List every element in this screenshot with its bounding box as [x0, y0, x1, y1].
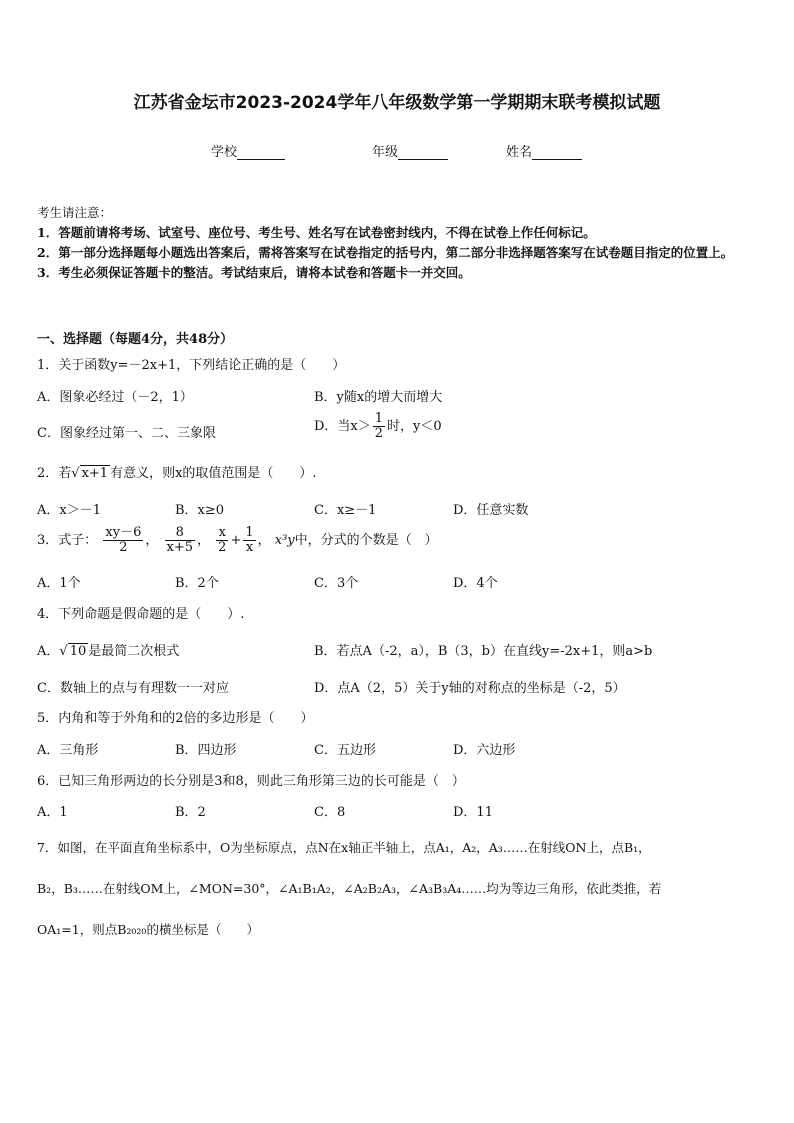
q3-suffix: 中，分式的个数是（ ）: [294, 533, 438, 548]
fraction: [243, 526, 255, 555]
fraction-denominator: 2: [218, 540, 227, 555]
grade-field[interactable]: [372, 141, 448, 160]
question-7-line-3: OA₁=1，则点B₂₀₂₀的横坐标是（ ）: [37, 922, 259, 937]
q3-option-d[interactable]: D．4个: [453, 576, 498, 591]
q3-prefix: 3．式子：: [37, 533, 98, 548]
question-7-line-2: B₂，B₃……在射线OM上，∠MON=30°，∠A₁B₁A₂，∠A₂B₂A₃，∠A₃B₃A₄……均为等边三角形，依此类推，若: [37, 881, 662, 896]
radicand: 10: [69, 644, 87, 659]
q5-option-c[interactable]: C．五边形: [314, 743, 376, 758]
question-1-stem: 1．关于函数y=－2x+1，下列结论正确的是（ ）: [37, 358, 346, 373]
q6-option-b[interactable]: B．2: [175, 805, 206, 820]
radicand: x+1: [81, 466, 109, 481]
q1-option-d[interactable]: [314, 412, 442, 441]
sqrt-expression: √ x+1: [71, 466, 109, 481]
grade-blank[interactable]: [398, 145, 448, 160]
q2-option-b[interactable]: B．x≥0: [175, 503, 225, 518]
q3-option-b[interactable]: B．2个: [175, 576, 219, 591]
fraction-numerator: xy－6: [105, 525, 142, 540]
fraction: [165, 526, 196, 555]
school-field[interactable]: [211, 141, 285, 160]
q2-option-c[interactable]: C．x≥－1: [314, 503, 377, 518]
q3-option-a[interactable]: A．1个: [37, 576, 81, 591]
q4-a-suffix: 是最简二次根式: [88, 644, 180, 659]
q4-option-b[interactable]: B．若点A（-2，a），B（3，b）在直线y=-2x+1，则a>b: [314, 644, 653, 659]
fraction: [103, 526, 143, 555]
q2-prefix: 2．若: [37, 466, 72, 481]
q1-d-prefix: D．当x＞: [314, 419, 371, 434]
fraction-denominator: x: [245, 540, 254, 555]
note-number: 2．: [37, 245, 59, 260]
fraction: [216, 526, 228, 555]
q1-d-suffix: 时，y＜0: [387, 419, 442, 434]
q2-option-d[interactable]: D．任意实数: [453, 503, 529, 518]
fraction-denominator: 2: [119, 540, 128, 555]
fraction-denominator: x+5: [166, 540, 194, 555]
name-blank[interactable]: [532, 145, 582, 160]
note-text: 考生必须保证答题卡的整洁。考试结束后，请将本试卷和答题卡一并交回。: [58, 265, 471, 280]
fraction-numerator: x: [216, 526, 228, 541]
note-number: 3．: [37, 265, 59, 280]
q4-option-d[interactable]: D．点A（2，5）关于y轴的对称点的坐标是（-2，5）: [314, 681, 626, 696]
note-number: 1．: [37, 225, 59, 240]
q5-option-b[interactable]: B．四边形: [175, 743, 237, 758]
q1-option-b[interactable]: B．y随x的增大而增大: [314, 390, 443, 405]
question-4-stem: 4．下列命题是假命题的是（ ）.: [37, 607, 245, 622]
note-item: [37, 243, 762, 263]
page-title: 江苏省金坛市2023-2024学年八年级数学第一学期期末联考模拟试题: [133, 93, 661, 113]
name-label: 姓名: [506, 145, 533, 160]
candidate-notes: [37, 203, 762, 283]
question-6-stem: 6．已知三角形两边的长分别是3和8，则此三角形第三边的长可能是（ ）: [37, 774, 465, 789]
fraction-numerator: 1: [374, 411, 384, 426]
q2-suffix: 有意义，则x的取值范围是（ ）.: [110, 466, 317, 481]
note-text: 答题前请将考场、试室号、座位号、考生号、姓名写在试卷密封线内，不得在试卷上作任何标记。: [58, 225, 596, 240]
q5-option-d[interactable]: D．六边形: [453, 743, 516, 758]
fraction-numerator: 1: [245, 525, 254, 540]
section-heading: 一、选择题（每题4分，共48分）: [37, 332, 234, 347]
note-item: [37, 223, 762, 243]
question-2-stem: [37, 462, 317, 481]
q1-option-c[interactable]: C．图象经过第一、二、三象限: [37, 426, 216, 441]
sqrt-expression: √ 10: [59, 644, 87, 659]
q6-option-c[interactable]: C．8: [314, 805, 346, 820]
grade-label: 年级: [372, 145, 399, 160]
fraction-denominator: 2: [374, 426, 384, 441]
school-blank[interactable]: [237, 145, 285, 160]
q1-option-a[interactable]: A．图象必经过（－2，1）: [37, 390, 193, 405]
q6-option-a[interactable]: A．1: [37, 805, 68, 820]
q5-option-a[interactable]: A．三角形: [37, 743, 99, 758]
q6-option-d[interactable]: D．11: [453, 805, 493, 820]
q2-option-a[interactable]: A．x＞－1: [37, 503, 101, 518]
student-info-row: [0, 141, 794, 161]
question-7-line-1: 7．如图，在平面直角坐标系中，O为坐标原点，点N在x轴正半轴上，点A₁，A₂，A₃……在射线ON上，点B₁，: [37, 840, 651, 855]
question-3-stem: 3．式子： $\frac{xy-6}{2}$ ， $\frac{8}{x+5}$ ， $\frac{x}{2}$ + $\frac{1}{x}$ ， x³y中，分式的个数是（ ）: [37, 525, 438, 555]
q4-option-c[interactable]: C．数轴上的点与有理数一一对应: [37, 681, 229, 696]
school-label: 学校: [211, 145, 238, 160]
q4-a-prefix: A．: [37, 644, 60, 659]
q4-option-a[interactable]: [37, 640, 179, 659]
name-field[interactable]: [506, 141, 582, 160]
q3-option-c[interactable]: C．3个: [314, 576, 359, 591]
note-item: [37, 263, 762, 283]
fraction: [373, 412, 385, 441]
question-5-stem: 5．内角和等于外角和的2倍的多边形是（ ）: [37, 711, 314, 726]
note-text: 第一部分选择题每小题选出答案后，需将答案写在试卷指定的括号内，第二部分非选择题答案写在试卷题目指定的位置上。: [58, 245, 734, 260]
notes-heading: 考生请注意：: [37, 205, 113, 220]
q3-monomial: x³y: [274, 533, 295, 548]
fraction-numerator: 8: [165, 526, 196, 541]
